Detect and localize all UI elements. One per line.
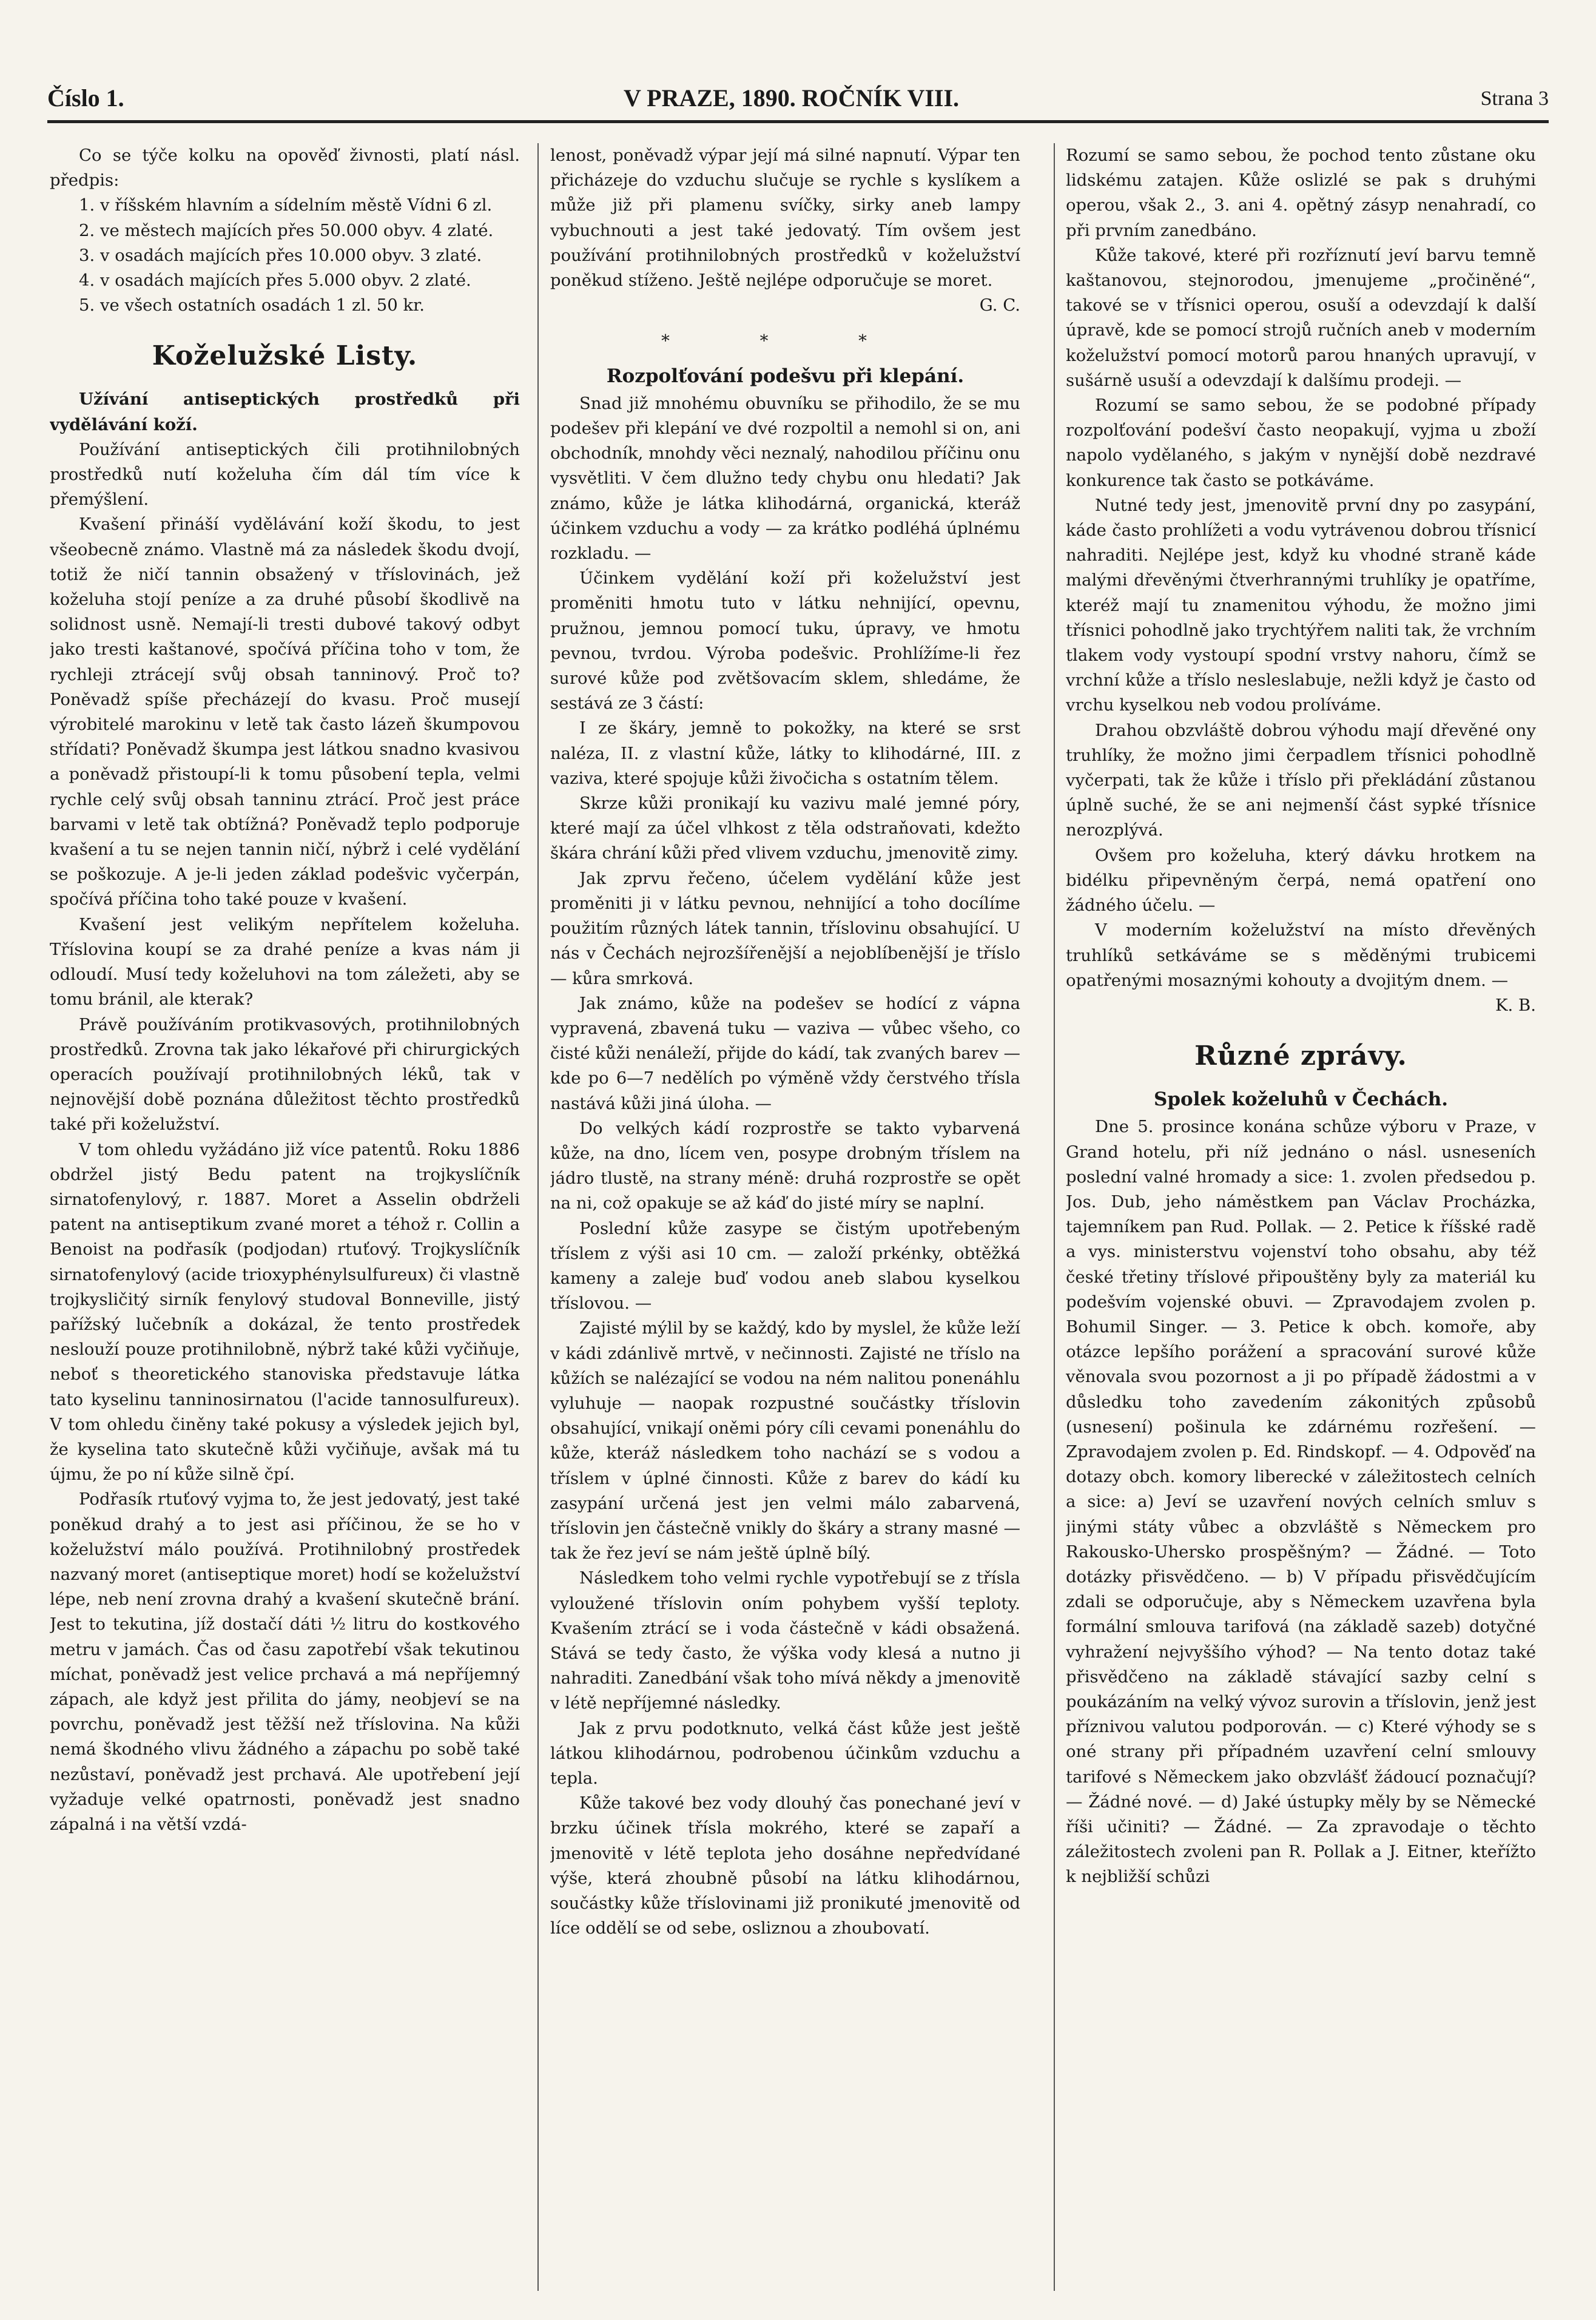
paragraph: Kůže takové, které při rozříznutí jeví barvu temně kaštanovou, stejnorodou, jmenujeme „pročiněné“, takové se v třísnici operou, osuší a odevzdají k další úpravě, kde se pomocí strojů ručních aneb v moderním koželužství pomocí motorů parou hnaných upravují, v sušárně usuší a odevzdají k dalšímu prodeji. — [1066, 245, 1536, 390]
signature: K. B. [1495, 995, 1536, 1015]
separator-stars: * * * [661, 331, 909, 351]
paragraph: I ze škáry, jemně to pokožky, na které se srst naléza, II. z vlastní kůže, látky to klihodárné, III. z vaziva, které spojuje kůži živočicha s ostatním tělem. [550, 718, 1020, 788]
kolky-item: 1. v říšském hlavním a sídelním městě Vídni 6 zl. [79, 195, 493, 215]
paragraph: Jak zprvu řečeno, účelem vydělání kůže jest proměniti ji v látku pevnou, nehnijící a toho docílíme použitím různých látek tannin, tříslovinu obsahující. U nás v Čechách nejrozšířenější a nejoblíbenější je tříslo — kůra smrková. [550, 868, 1020, 988]
paragraph: Jak z prvu podotknuto, velká část kůže jest ještě látkou klihodárnou, podrobenou účinkům vzduchu a tepla. [550, 1718, 1020, 1788]
kolky-item: 4. v osadách majících přes 5.000 obyv. 2 zlaté. [79, 271, 471, 291]
paragraph: Nutné tedy jest, jmenovitě první dny po zasypání, káde často prohlížeti a vodu vytrávenou dobrou třísnicí nahraditi. Nejlépe jest, když ku vhodné straně káde malými dřevěnými čtverhrannými truhlíky je opatříme, kteréž mají tu znamenitou výhodu, že možno jimi třísnici pohodlně jako trychtýřem naliti tak, že vrchním tlakem vody vystoupí spodní vrstvy nahoru, čímž se vrchní kůže a tříslo nesleslabuje, nežli když je často od vrchu kyselkou neb vodou prolíváme. [1066, 495, 1536, 715]
page-number: Strana 3 [1480, 87, 1549, 110]
paragraph: Podřasík rtuťový vyjma to, že jest jedovatý, jest také poněkud drahý a to jest asi příčinou, že se ho v koželužství málo používá. Protihnilobný prostředek nazvaný moret (antiseptique moret) hodí se koželužství lépe, neb není zrovna drahý a kvašení skutečně brání. Jest to tekutina, jíž dostačí dáti ½ litru do kostkového metru v jamách. Čas od času zapotřebí však tekutinou míchat, poněvadž jest velice prchavá a má nepříjemný zápach, ale když jest přilita do jámy, neobjeví se na povrchu, poněvadž jest těžší než tříslovina. Na kůži nemá škodného vlivu žádného a zápachu po sobě také nezůstaví, poněvadž jest prchavá. Ale upotřebení její vyžaduje velké opatrnosti, poněvadž jest snadno zápalná i na větší vzdá- [50, 1489, 520, 1834]
paragraph: Následkem toho velmi rychle vypotřebují se z třísla vyloužené tříslovin oním pohybem vyšší teploty. Kvašením ztrácí se i voda částečně v kádi obsažená. Stává se tedy často, že výška vody klesá a nutno ji nahraditi. Zanedbání však toho mívá někdy a jmenovitě v létě nepříjemné následky. [550, 1568, 1020, 1713]
paragraph: Používání antiseptických čili protihnilobných prostředků nutí koželuha čím dál tím více k přemýšlení. [50, 439, 520, 510]
column-divider [537, 143, 539, 2291]
issue-number: Číslo 1. [47, 84, 124, 112]
article-title: Rozpolťování podešvu při klepání. [606, 365, 965, 387]
column-divider [1054, 143, 1055, 2291]
paragraph: Rozumí se samo sebou, že pochod tento zůstane oku lidskému zatajen. Kůže oslizlé se pak s druhými operou, však 2., 3. ani 4. opětný zásyp nenahradí, co při prvním zanedbáno. [1066, 146, 1536, 240]
article-title: Užívání antiseptických prostředků při vydělávání koží. [50, 389, 520, 434]
paragraph: Ovšem pro koželuha, který dávku hrotkem na bidélku připevněným čerpá, nemá opatření ono žádného účelu. — [1066, 845, 1536, 916]
paragraph: Účinkem vydělání koží při koželužství jest proměniti hmotu tuto v látku nehnijící, opevnu, pružnou, jemnou pomocí tuku, úpravy, ve hmotu pevnou, tvrdou. Výroba podešvic. Prohlížíme-li řez surové kůže pod zvětšovacím sklem, shledáme, že sestává ze 3 částí: [550, 568, 1020, 713]
paragraph: Kůže takové bez vody dlouhý čas ponechané jeví v brzku účinek třísla mokrého, které se zapaří a jmenovitě v létě teplota jeho dosáhne nepředvídané výše, která zhoubně působí na látku klihodárnou, součástky kůže tříslovinami již pronikuté jmenovitě od líce oddělí se od sebe, osliznou a zhoubovatí. [550, 1793, 1020, 1938]
column-1 [50, 143, 520, 2303]
kolky-intro: Co se týče kolku na opověď živnosti, platí násl. předpis: [50, 146, 520, 191]
signature: G. C. [979, 295, 1020, 315]
paragraph: Kvašení jest velikým nepřítelem koželuha. Tříslovina koupí se za drahé peníze a kvas nám ji odloudí. Musí tedy koželuhovi na tom záležeti, aby se tomu bránil, ale kterak? [50, 914, 520, 1010]
paragraph: lenost, poněvadž výpar její má silné napnutí. Výpar ten přicházeje do vzduchu slučuje se rychle s kyslíkem a může již při plamenu svíčky, sirky aneb lampy vybuchnouti a jest také jedovatý. Tím ovšem jest používání protihnilobných prostředků v koželužství poněkud stíženo. Ještě nejlépe odporučuje se moret. [550, 146, 1020, 291]
paragraph: Snad již mnohému obuvníku se přihodilo, že se mu podešev při klepání ve dvé rozpoltil a nemohl si on, ani obchodník, mnohdy věci neznalý, nahodilou příčinu onu vysvětliti. V čem dlužno tedy chybu onu hledati? Jak známo, kůže je látka klihodárná, organická, kteráž účinkem vzduchu a vody — za krátko podléhá úplnému rozkladu. — [550, 393, 1020, 564]
paragraph: Kvašení přináší vydělávání koží škodu, to jest všeobecně známo. Vlastně má za následek škodu dvojí, totiž že ničí tannin obsažený v tříslovinách, jež koželuha stojí peníze a za druhé působí škodlivě na solidnost usně. Nemají-li tresti dubové takový odbyt jako tresti kaštanové, spočívá příčina toho v tom, že rychleji ztrácejí svůj obsah tanninový. Proč to? Poněvadž spíše přecházejí do kvasu. Proč musejí výrobitelé marokinu v letě tak často lázeň škumpovou střídati? Poněvadž škumpa jest látkou snadno kvasivou a poněvadž přistoupí-li k tomu působení tepla, velmi rychle celý svůj obsah tanninu ztrácí. Proč jest práce barvami v letě tak obtížná? Poněvadž teplo podporuje kvašení a tu se nejen tannin ničí, nýbrž i celé vydělání se poškozuje. A je-li jeden základ podešvic vyčerpán, spočívá příčina toho také pouze v kvašení. [50, 514, 520, 909]
paragraph: Skrze kůži pronikají ku vazivu malé jemné póry, které mají za účel vlhkost z těla odstraňovati, kdežto škára chrání kůži před vlivem vzduchu, jmenovitě zimy. [550, 794, 1020, 863]
paragraph: Do velkých kádí rozprostře se takto vybarvená kůže, na dno, lícem ven, posype drobným tříslem na jádro tlustě, na strany méně: druhá rozprostře se opět na ni, což opakuje se až káď do jisté míry se naplní. [550, 1118, 1020, 1213]
paragraph: Poslední kůže zasype se čistým upotřebeným tříslem z výši asi 10 cm. — založí prkénky, obtěžká kameny a zaleje buď vodou aneb slabou kyselkou tříslovou. — [550, 1218, 1020, 1313]
column-3 [1066, 143, 1536, 2303]
column-2 [550, 143, 1020, 2303]
section-title: Různé zprávy. [1194, 1040, 1407, 1072]
kolky-item: 5. ve všech ostatních osadách 1 zl. 50 kr. [79, 295, 425, 315]
paragraph: Rozumí se samo sebou, že se podobné případy rozpolťování podešví často neopakují, vyjma u zboží napolo vydělaného, s jakým v nynější době nezdravé konkurence tak často se potkáváme. [1066, 396, 1536, 490]
article-title: Spolek koželuhů v Čechách. [1153, 1088, 1449, 1111]
paragraph: Drahou obzvláště dobrou výhodu mají dřevěné ony truhlíky, že možno jimi čerpadlem třísnici pohodlně vyčerpati, tak že kůže i tříslo při překládání zůstanou úplně suché, že se ani nejmenší část sypké třísnice nerozplývá. [1066, 720, 1536, 840]
header-rule [47, 120, 1549, 123]
paragraph: V tom ohledu vyžádáno již více patentů. Roku 1886 obdržel jistý Bedu patent na trojkyslíčník sirnatofenylový, r. 1887. Moret a Asselin obdrželi patent na antiseptikum zvané moret a téhož r. Collin a Benoist na podřasík (podjodan) rtuťový. Trojkyslíčník sirnatofenylový (acide trioxyphénylsulfureux) či vlastně trojkysličitý sirník fenylový studoval Bonneville, jistý pařížský lučebník a dokázal, že tento prostředek neslouží pouze protihnilobně, nýbrž také kůži vyčiňuje, neboť s theoretického stanoviska představuje látka tato kyselinu tanninosirnatou (l'acide tannosulfureux). V tom ohledu činěny také pokusy a výsledek jejich byl, že kyselina tato skutečně kůži vyčiňuje, avšak má tu újmu, že po ní kůže silně čpí. [50, 1139, 520, 1485]
place-date-volume: V PRAZE, 1890. ROČNÍK VIII. [624, 84, 960, 112]
kolky-item: 3. v osadách majících přes 10.000 obyv. 3 zlaté. [79, 245, 482, 265]
paragraph: Zajisté mýlil by se každý, kdo by myslel, že kůže leží v kádi zdánlivě mrtvě, v nečinnosti. Zajisté ne tříslo na kůžích se nalézající se vodou na ném nalitou ponenáhlu vyluhuje — naopak rozpustné součástky tříslovin obsahující, vnikají oněmi póry cíli cevami ponenáhlu do kůže, kteráž následkem toho nachází se s vodou a tříslem v úplné činnosti. Kůže z barev do kádí ku zasypání určená jest jen velmi málo zabarvená, tříslovin jen částečně vnikly do škáry a strany masné — tak že řez jeví se nám ještě úplně bílý. [550, 1318, 1020, 1563]
paragraph: Právě používáním protikvasových, protihnilobných prostředků. Zrovna tak jako lékařové při chirurgických operacích používají protihnilobných léků, tak v nejnovější době poznána důležitost těchto prostředků také při koželužství. [50, 1014, 520, 1135]
page-header [47, 84, 1549, 120]
section-title: Koželužské Listy. [152, 340, 418, 372]
kolky-item: 2. ve městech majících přes 50.000 obyv. 4 zlaté. [79, 220, 494, 240]
paragraph: V moderním koželužství na místo dřevěných truhlíků setkáváme se s měděnými trubicemi opatřenými mosaznými kohouty a dvojitým dnem. — [1066, 920, 1536, 990]
paragraph: Jak známo, kůže na podešev se hodící z vápna vypravená, zbavená tuku — vaziva — vůbec všeho, co čisté kůži nenáleží, přijde do kádí, tak zvaných barev — kde po 6—7 nedělích po výměně vždy čerstvého třísla nastává kůži jiná úloha. — [550, 993, 1020, 1113]
paragraph: Dne 5. prosince konána schůze výboru v Praze, v Grand hotelu, při níž jednáno o násl. usneseních poslední valné hromady a sice: 1. zvolen předsedou p. Jos. Dub, jeho náměstkem pan Václav Procházka, tajemníkem pan Rud. Pollak. — 2. Petice k říšské radě a vys. ministerstvu vojenství toho obsahu, aby též české třetiny tříslové připouštěny byly za materiál ku podešvím vojenské obuvi. — Zpravodajem zvolen p. Bohumil Singer. — 3. Petice k obch. komoře, aby otázce lepšího porážení a spracování surové kůže věnovala svou pozornost a ji po případě žádostmi a v důsledku toho zavedením zákonitých způsobů (usnesení) pošinula ke zdárnému rozřešení. — Zpravodajem zvolen p. Ed. Rindskopf. — 4. Odpověď na dotazy obch. komory liberecké v záležitostech celních a sice: a) Jeví se uzavření nových celních smluv s jinými státy vůbec a obzvláště s Německem pro Rakousko-Uhersko prospěšným? — Žádné. — Toto dotázky přisvědčeno. — b) V případu přisvědčujícím zdali se odporučuje, aby s Německem uzavřena byla formální smlouva tarifová (na základě sazeb) dotyčné vyhražení nejvyššího výhod? — Na tento dotaz také přisvědčeno na základě stávající sazby celní s poukázáním na velký vývoz surovin a tříslovin, jenž jest příznivou valutou podporován. — c) Které výhody se s oné strany při případném uzavření celní smlouvy tarifové s Německem jako obzvlášť žádoucí poznačují? — Žádné nové. — d) Jaké ústupky měly by se Německé říši učiniti? — Žádné. — Za zpravodaje o těchto záležitostech zvoleni pan R. Pollak a J. Eitner, kteřížto k nejbližší schůzi [1066, 1117, 1536, 1887]
